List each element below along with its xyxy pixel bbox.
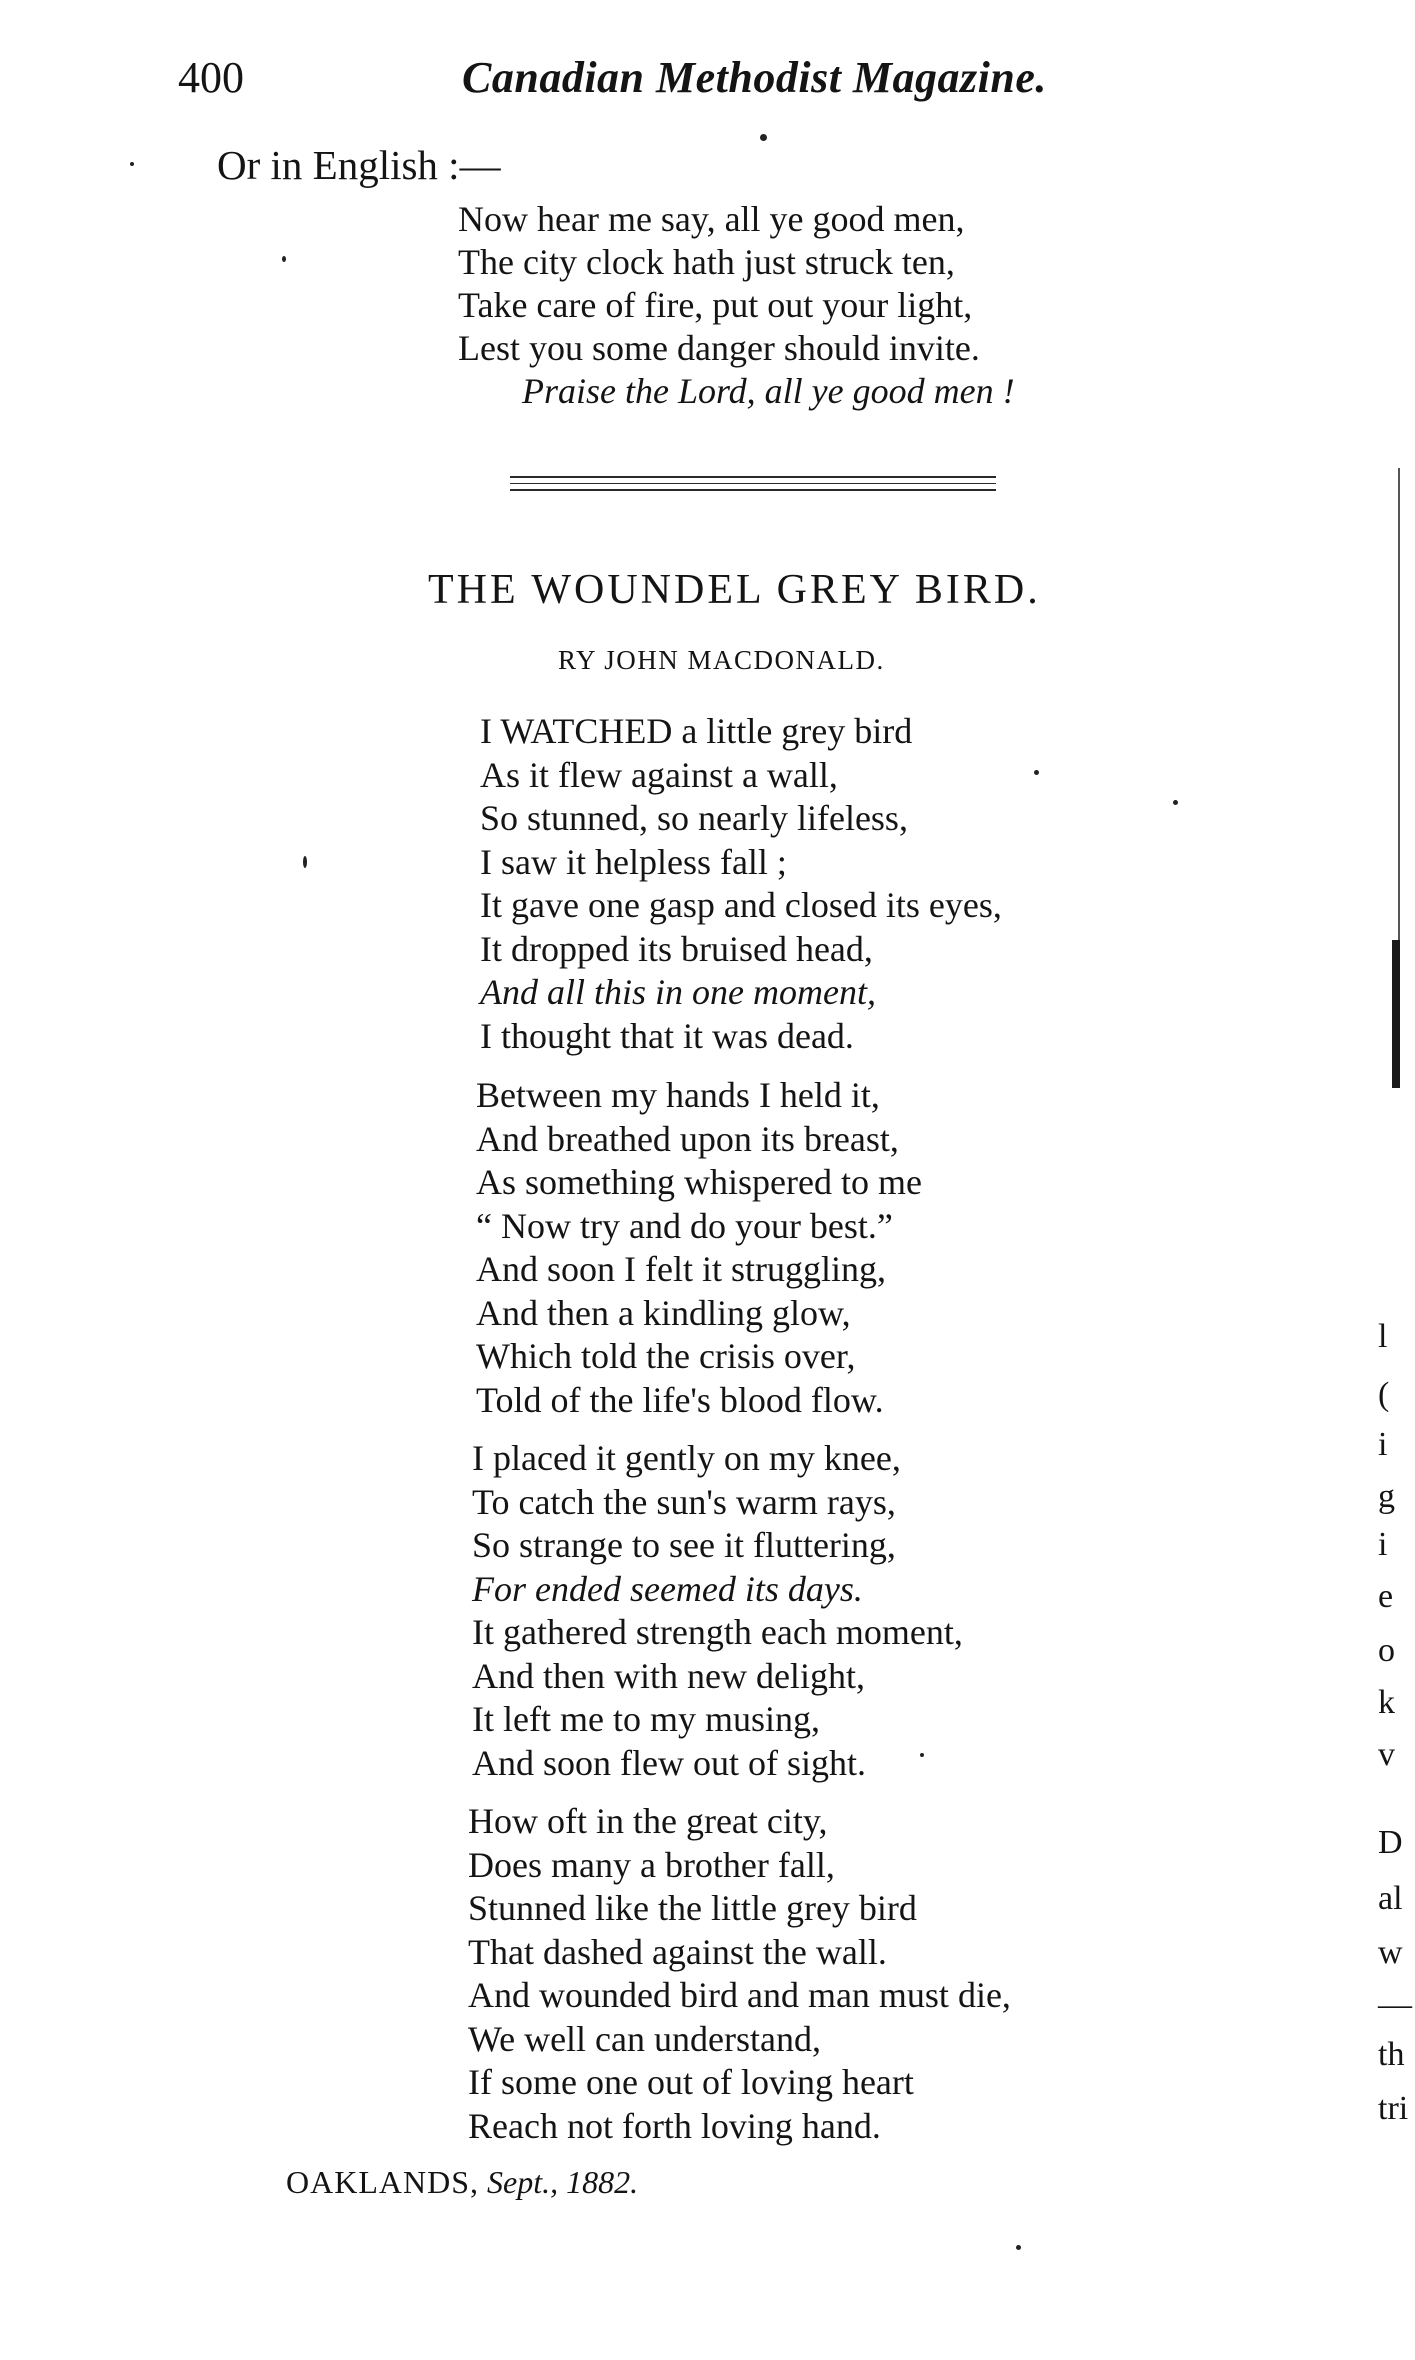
poem-line: Stunned like the little grey bird bbox=[468, 1888, 917, 1928]
poem-line: I WATCHED a little grey bird bbox=[480, 711, 913, 751]
opening-word: I WATCHED bbox=[480, 711, 673, 751]
edge-glyph: — bbox=[1378, 1986, 1412, 2023]
page-number: 400 bbox=[178, 53, 244, 102]
edge-glyph: tri bbox=[1378, 2090, 1409, 2127]
edge-glyph: k bbox=[1378, 1684, 1395, 1721]
page-edge-bar bbox=[1392, 940, 1400, 1088]
stanza-4 bbox=[468, 1800, 1011, 2148]
running-title: Canadian Methodist Magazine. bbox=[462, 53, 1047, 102]
scan-speck bbox=[920, 1753, 924, 1757]
poem-line: So strange to see it fluttering, bbox=[472, 1525, 896, 1565]
edge-glyph: v bbox=[1378, 1736, 1395, 1773]
stanza-2 bbox=[476, 1074, 922, 1422]
cry-line: Take care of fire, put out your light, bbox=[458, 285, 973, 325]
poem-line: How oft in the great city, bbox=[468, 1801, 828, 1841]
edge-glyph: i bbox=[1378, 1526, 1388, 1563]
cry-line-refrain: Praise the Lord, all ye good men ! bbox=[522, 371, 1015, 411]
edge-glyph: th bbox=[1378, 2036, 1405, 2073]
intro-text: Or in English :— bbox=[217, 142, 501, 188]
poem-line: And then with new delight, bbox=[472, 1655, 865, 1696]
poem-signature: OAKLANDS, Sept., 1882. bbox=[286, 2164, 639, 2200]
poem-line: I thought that it was dead. bbox=[480, 1015, 854, 1056]
stanza-1 bbox=[480, 710, 1002, 1058]
poem-line: And then a kindling glow, bbox=[476, 1292, 851, 1333]
poem-line: And soon flew out of sight. bbox=[472, 1742, 866, 1783]
poem-byline: RY JOHN MACDONALD. bbox=[558, 645, 885, 675]
poem-line: To catch the sun's warm rays, bbox=[472, 1481, 896, 1522]
scan-speck bbox=[130, 162, 134, 166]
edge-glyph: l bbox=[1378, 1318, 1388, 1355]
scan-speck bbox=[1034, 770, 1039, 775]
poem-line: That dashed against the wall. bbox=[468, 1931, 887, 1972]
poem-line: As it flew against a wall, bbox=[480, 754, 838, 795]
edge-glyph: al bbox=[1378, 1880, 1403, 1917]
edge-glyph: i bbox=[1378, 1426, 1388, 1463]
poem-line: Reach not forth loving hand. bbox=[468, 2105, 881, 2146]
section-divider bbox=[510, 489, 996, 491]
poem-line: So stunned, so nearly lifeless, bbox=[480, 798, 908, 838]
scan-speck bbox=[303, 856, 307, 868]
poem-line: Which told the crisis over, bbox=[476, 1336, 856, 1376]
poem-title: THE WOUNDEL GREY BIRD. bbox=[428, 567, 1041, 613]
edge-glyph: g bbox=[1378, 1478, 1395, 1515]
poem-line: And wounded bird and man must die, bbox=[468, 1975, 1011, 2015]
poem-line: I placed it gently on my knee, bbox=[472, 1438, 901, 1478]
edge-glyph: o bbox=[1378, 1632, 1395, 1669]
poem-line: It dropped its bruised head, bbox=[480, 928, 873, 969]
scan-speck bbox=[1173, 800, 1178, 805]
poem-line: I saw it helpless fall ; bbox=[480, 841, 787, 882]
edge-glyph: ( bbox=[1378, 1376, 1390, 1413]
poem-line: And breathed upon its breast, bbox=[476, 1118, 899, 1159]
poem-line: It gave one gasp and closed its eyes, bbox=[480, 885, 1002, 925]
page-edge-line bbox=[1398, 468, 1400, 940]
poem-line: Between my hands I held it, bbox=[476, 1075, 880, 1115]
cry-line: Now hear me say, all ye good men, bbox=[458, 199, 965, 239]
edge-glyph: e bbox=[1378, 1578, 1394, 1615]
section-divider bbox=[510, 483, 996, 484]
edge-glyph: D bbox=[1378, 1824, 1403, 1861]
scan-speck bbox=[282, 256, 286, 262]
cry-line: Lest you some danger should invite. bbox=[458, 328, 980, 368]
poem-line: “ Now try and do your best.” bbox=[476, 1205, 893, 1246]
poem-line: Told of the life's blood flow. bbox=[476, 1379, 884, 1420]
poem-line: If some one out of loving heart bbox=[468, 2062, 914, 2102]
scan-speck bbox=[1016, 2245, 1021, 2250]
section-divider bbox=[510, 476, 996, 478]
scan-speck bbox=[760, 134, 767, 141]
stanza-3 bbox=[472, 1437, 963, 1785]
poem-line: We well can understand, bbox=[468, 2018, 821, 2059]
poem-line: Does many a brother fall, bbox=[468, 1844, 835, 1885]
poem-line: And soon I felt it struggling, bbox=[476, 1249, 886, 1289]
cry-line: The city clock hath just struck ten, bbox=[458, 242, 955, 282]
poem-line: It left me to my musing, bbox=[472, 1699, 820, 1739]
poem-line: As something whispered to me bbox=[476, 1162, 922, 1202]
poem-line: For ended seemed its days. bbox=[472, 1568, 863, 1609]
poem-line: It gathered strength each moment, bbox=[472, 1612, 963, 1652]
poem-line: And all this in one moment, bbox=[480, 972, 876, 1012]
edge-glyph: w bbox=[1378, 1934, 1403, 1971]
